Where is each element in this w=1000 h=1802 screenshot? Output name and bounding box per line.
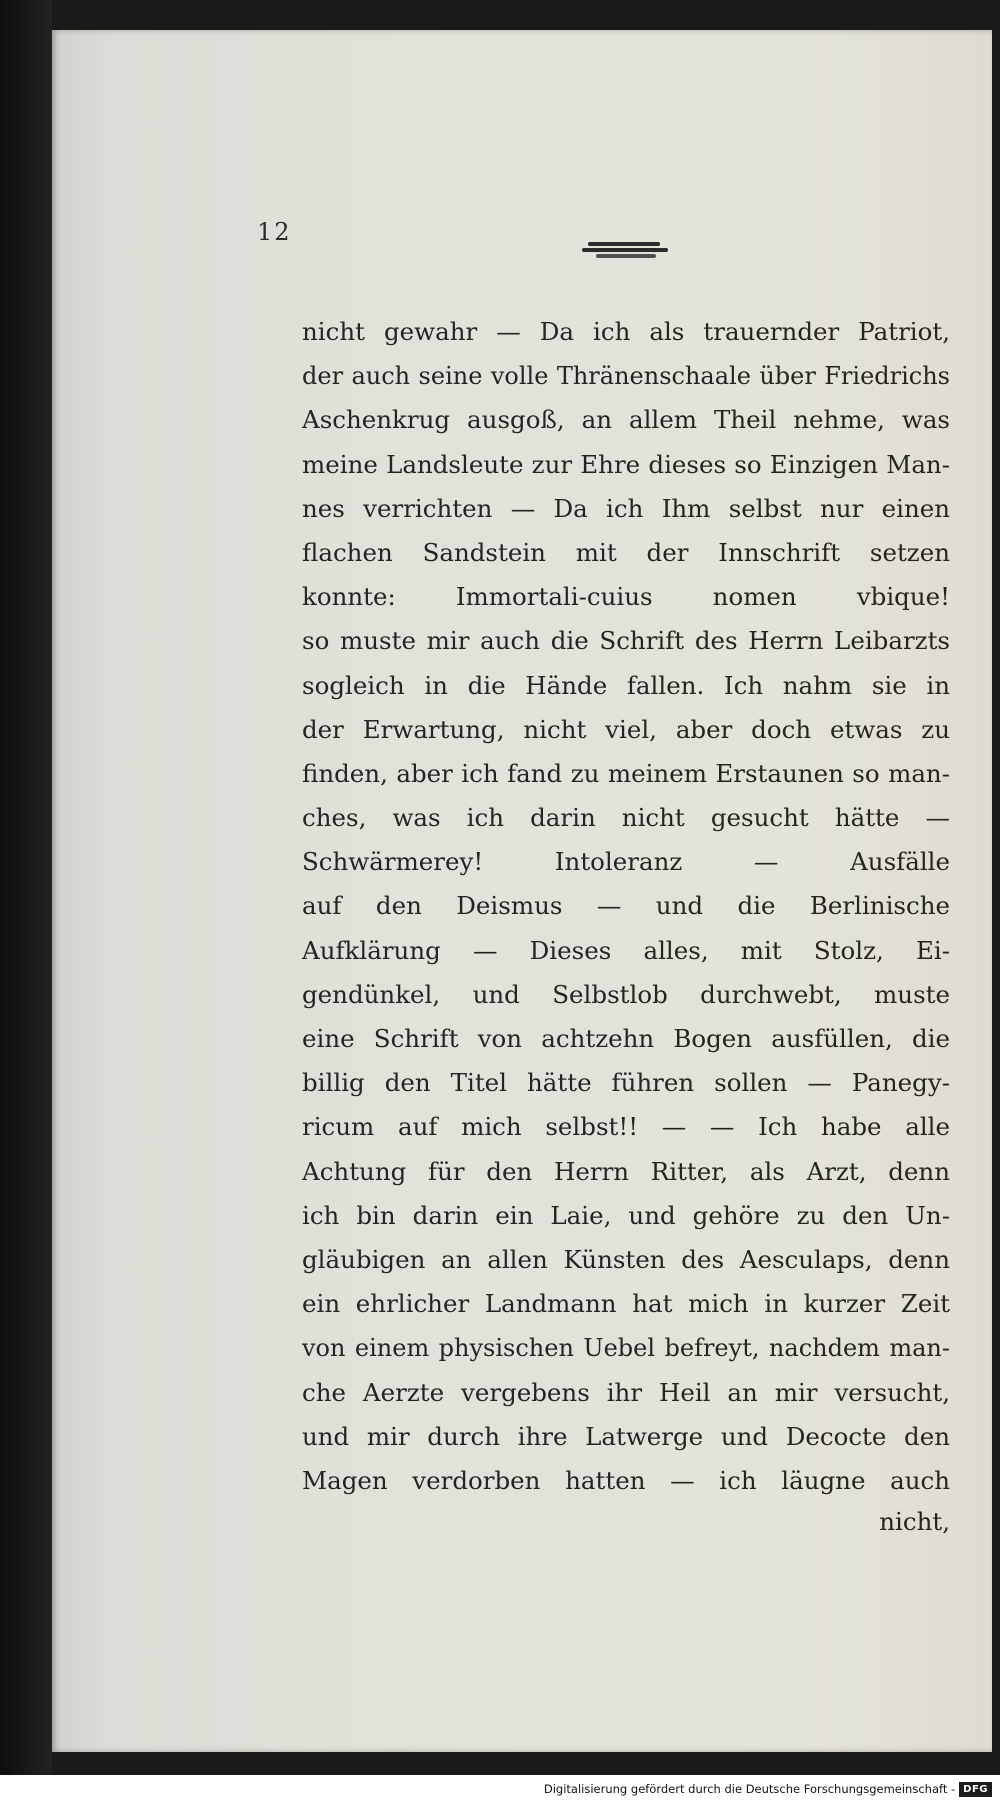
text-line: ein ehrlicher Landmann hat mich in kurzer Zeit (302, 1289, 950, 1319)
text-line: nicht gewahr — Da ich als trauernder Patriot, (302, 317, 950, 346)
text-line: ches, was ich darin nicht gesucht hätte — (302, 803, 950, 833)
text-line: auf den Deismus — und die Berlinische (302, 891, 950, 921)
text-line: Aschenkrug ausgoß, an allem Theil nehme, was (302, 405, 950, 435)
body-text (302, 310, 950, 1503)
text-line: gendünkel, und Selbstlob durchwebt, muste (302, 979, 950, 1009)
text-line: billig den Titel hätte führen sollen — Panegy- (302, 1068, 950, 1098)
text-line: nes verrichten — Da ich Ihm selbst nur einen (302, 493, 950, 523)
text-line: Achtung für den Herrn Ritter, als Arzt, denn (302, 1156, 950, 1186)
text-line: gläubigen an allen Künsten des Aesculaps, denn (302, 1244, 950, 1274)
text-line: finden, aber ich fand zu meinem Erstaunen so man- (302, 758, 950, 788)
text-line: und mir durch ihre Latwerge und Decocte den (302, 1421, 950, 1451)
text-line: ich bin darin ein Laie, und gehöre zu den Un- (302, 1200, 950, 1230)
catchword: nicht, (879, 1507, 950, 1536)
digitization-credit (544, 1778, 992, 1800)
text-line: Magen verdorben hatten — ich läugne auch (302, 1465, 950, 1495)
text-line: meine Landsleute zur Ehre dieses so Einzigen Man- (302, 449, 950, 479)
text-line: konnte: Immortali-cuius nomen vbique! (302, 582, 950, 612)
header-ornament (582, 242, 668, 256)
text-line: ricum auf mich selbst!! — — Ich habe alle (302, 1112, 950, 1142)
text-line: der Erwartung, nicht viel, aber doch etwas zu (302, 714, 950, 744)
dfg-logo: DFG (959, 1782, 992, 1797)
text-line: Schwärmerey! Intoleranz — Ausfälle (302, 847, 950, 877)
text-line: Aufklärung — Dieses alles, mit Stolz, Ei- (302, 935, 950, 965)
text-line: che Aerzte vergebens ihr Heil an mir versucht, (302, 1377, 950, 1407)
text-line: der auch seine volle Thränenschaale über Friedrichs (302, 362, 950, 391)
book-page (52, 30, 992, 1752)
text-line: sogleich in die Hände fallen. Ich nahm sie in (302, 670, 950, 700)
text-line: von einem physischen Uebel befreyt, nachdem man- (302, 1334, 950, 1363)
scan-left-edge (0, 0, 52, 1775)
text-line: eine Schrift von achtzehn Bogen ausfüllen, die (302, 1024, 950, 1053)
text-line: flachen Sandstein mit der Innschrift setzen (302, 537, 950, 567)
text-line: so muste mir auch die Schrift des Herrn Leibarzts (302, 626, 950, 656)
credit-text: Digitalisierung gefördert durch die Deutsche Forschungsgemeinschaft - (543, 1782, 956, 1796)
page-number: 12 (257, 218, 292, 246)
